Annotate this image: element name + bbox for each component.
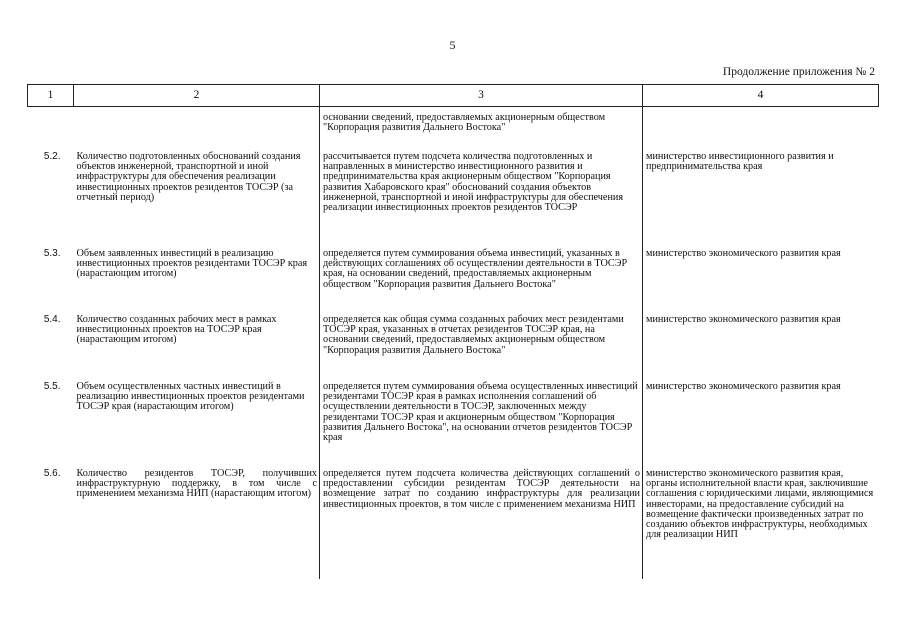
method-cell: определяется путем суммирования объема осуществленных инвестиций резидентами ТОСЭР края в рамках исполнения соглашений об осуществлении деятельности в ТОСЭР, заключенных между резидентами ТОСЭР края и акционерным обществом "Корпорация развития Дальнего Востока", на основании отчетов резидентов ТОСЭР края	[320, 375, 643, 462]
table-row	[28, 145, 879, 242]
table-header-row	[28, 85, 879, 107]
continuation-caption: Продолжение приложения № 2	[722, 66, 875, 78]
row-number: 5.5.	[43, 381, 61, 392]
table-row	[28, 375, 879, 462]
responsible-cell: министерство инвестиционного развития и предпринимательства края	[643, 145, 879, 242]
continued-cell-4	[643, 107, 879, 146]
indicator-cell: Количество созданных рабочих мест в рамках инвестиционных проектов на ТОСЭР края (нарастающим итогом)	[76, 314, 277, 346]
header-col-2: 2	[74, 85, 320, 107]
table-row	[28, 242, 879, 308]
continued-cell-2	[74, 107, 320, 146]
header-col-4: 4	[643, 85, 879, 107]
continued-method-cell: основании сведений, предоставляемых акционерным обществом "Корпорация развития Дальнего Востока"	[320, 107, 643, 146]
row-number: 5.3.	[43, 248, 61, 259]
header-col-3: 3	[320, 85, 643, 107]
row-number: 5.2.	[43, 151, 61, 162]
indicator-cell: Количество подготовленных обоснований создания объектов инженерной, транспортной и иной инфраструктуры для обеспечения реализации инвестиционных проектов резидентов ТОСЭР (за отчетный период)	[76, 151, 301, 203]
table-row	[28, 462, 879, 579]
responsible-cell: министерство экономического развития края	[643, 308, 879, 375]
method-cell: рассчитывается путем подсчета количества подготовленных и направленных в министерство инвестиционного развития и предпринимательства края акционерным обществом "Корпорация развития Хабаровского края" обоснований создания объектов инженерной, транспортной и иной инфраструктуры для обеспечения реализации инвестиционных проектов резидентов ТОСЭР	[320, 145, 643, 242]
method-cell: определяется как общая сумма созданных рабочих мест резидентами ТОСЭР края, указанных в отчетах резидентов ТОСЭР края, на основании сведений, предоставляемых акционерным обществом "Корпорация развития Дальнего Востока"	[320, 308, 643, 375]
indicators-table	[27, 84, 879, 579]
responsible-cell: министерство экономического развития края	[643, 242, 879, 308]
continued-row	[28, 107, 879, 146]
responsible-cell: министерство экономического развития края, органы исполнительной власти края, заключившие соглашения с юридическими лицами, являющимися инвесторами, на предоставление субсидий на возмещение фактически произведенных затрат по созданию объектов инфраструктуры, необходимых для реализации НИП	[643, 462, 879, 579]
table-row	[28, 308, 879, 375]
row-number: 5.4.	[43, 314, 61, 325]
indicator-cell: Объем заявленных инвестиций в реализацию инвестиционных проектов резидентами ТОСЭР края (нарастающим итогом)	[76, 248, 308, 280]
method-cell: определяется путем подсчета количества действующих соглашений о предоставлении субсидии резидентам ТОСЭР деятельности на возмещение затрат по созданию инфраструктуры для реализации инвестиционных проектов, в том числе с применением механизма НИП	[320, 462, 643, 579]
header-col-1: 1	[28, 85, 74, 107]
indicator-cell: Количество резидентов ТОСЭР, получивших инфраструктурную поддержку, в том числе с применением механизма НИП (нарастающим итогом)	[76, 468, 317, 500]
responsible-cell: министерство экономического развития края	[643, 375, 879, 462]
method-cell: определяется путем суммирования объема инвестиций, указанных в действующих соглашениях об осуществлении деятельности в ТОСЭР края, на основании сведений, предоставляемых акционерным обществом "Корпорация развития Дальнего Востока"	[320, 242, 643, 308]
page-number: 5	[449, 38, 456, 52]
continued-cell-1	[28, 107, 74, 146]
row-number: 5.6.	[43, 468, 61, 479]
indicator-cell: Объем осуществленных частных инвестиций в реализацию инвестиционных проектов резидентами ТОСЭР края (нарастающим итогом)	[76, 381, 305, 413]
